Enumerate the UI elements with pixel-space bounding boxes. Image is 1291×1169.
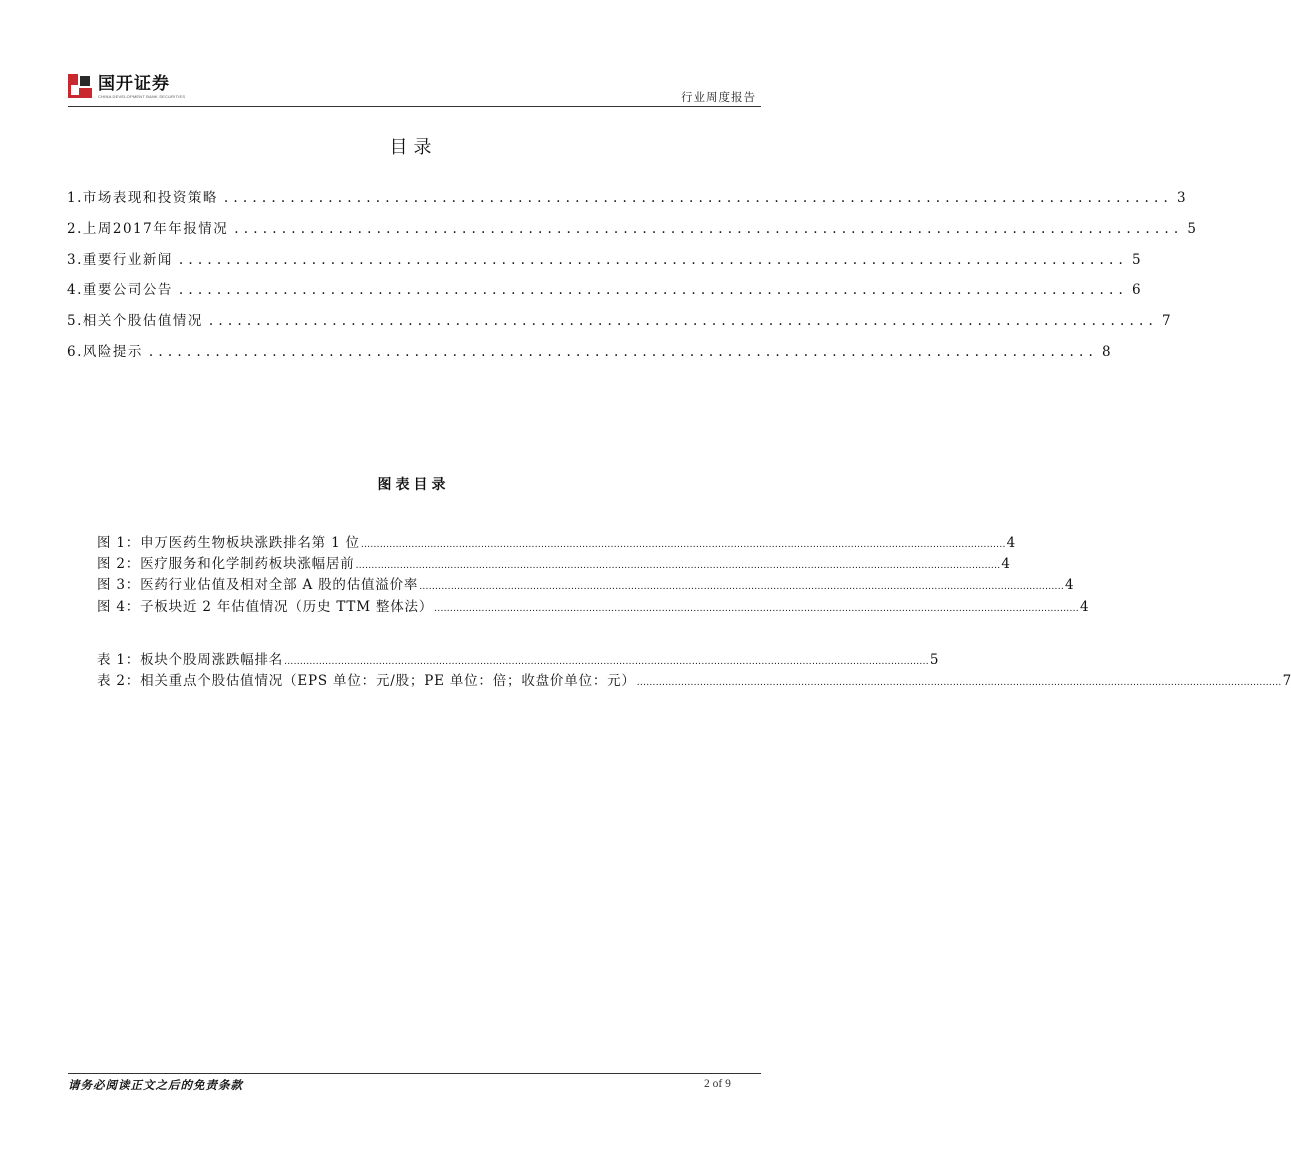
- figure-entry[interactable]: [97, 552, 1010, 573]
- disclaimer-note: 请务必阅读正文之后的免责条款: [68, 1078, 243, 1092]
- logo-mark-icon: [68, 74, 92, 98]
- brand-name-en: CHINA DEVELOPMENT BANK SECURITIES: [98, 94, 186, 99]
- figure-entry-label: 图 3：医药行业估值及相对全部 A 股的估值溢价率: [97, 577, 419, 594]
- toc-item[interactable]: [67, 248, 1141, 279]
- figure-entry-page: 4: [1006, 535, 1016, 551]
- page-number: 2 of 9: [704, 1078, 731, 1090]
- page-header: [68, 70, 760, 108]
- toc-item-label: 1.市场表现和投资策略: [67, 190, 218, 206]
- toc-item-label: 2.上周2017年年报情况: [67, 220, 229, 237]
- toc-item-page: 5: [1187, 220, 1196, 237]
- figure-entry-label: 图 4：子板块近 2 年估值情况（历史 TTM 整体法）: [97, 598, 434, 615]
- brand-name: 国开证券: [98, 74, 170, 94]
- figures-list: [97, 531, 1291, 690]
- toc-title: 目录: [389, 137, 438, 158]
- figure-entry-page: 4: [1001, 556, 1010, 573]
- table-entry-page: 5: [929, 651, 939, 668]
- toc-item-page: 7: [1162, 313, 1171, 330]
- toc-item[interactable]: [67, 340, 1111, 371]
- dot-leader: ....................................................................................................: [223, 190, 1174, 206]
- toc-item-label: 3.重要行业新闻: [67, 251, 173, 268]
- toc-item-page: 8: [1102, 343, 1111, 360]
- dot-leader: ............................................................................................................................................................................................................: [434, 603, 1079, 614]
- toc-item-page: 6: [1132, 282, 1141, 299]
- figure-entry-page: 4: [1065, 577, 1074, 594]
- figure-entry[interactable]: [97, 531, 1016, 552]
- dot-leader: ....................................................................................................: [234, 220, 1184, 237]
- dot-leader: ............................................................................................................................................................................................................: [284, 656, 929, 667]
- table-of-contents: [67, 186, 1196, 371]
- footer-divider: [68, 1073, 761, 1074]
- toc-item[interactable]: [67, 309, 1171, 340]
- figures-list-title: 图表目录: [377, 477, 450, 493]
- table-entry-page: 7: [1282, 672, 1291, 689]
- header-divider: [68, 106, 761, 107]
- dot-leader: ............................................................................................................................................................................................................: [355, 561, 1001, 572]
- toc-item[interactable]: [67, 278, 1141, 309]
- dot-leader: ....................................................................................................: [178, 282, 1129, 299]
- toc-item-label: 6.风险提示: [67, 343, 143, 360]
- company-logo: [68, 74, 185, 99]
- figure-entry[interactable]: [97, 573, 1074, 594]
- dot-leader: ....................................................................................................: [148, 343, 1099, 360]
- figure-entry-label: 图 2：医疗服务和化学制药板块涨幅居前: [97, 556, 355, 573]
- table-entry-label: 表 2：相关重点个股估值情况（EPS 单位：元/股；PE 单位：倍；收盘价单位：元）: [97, 672, 636, 689]
- toc-item[interactable]: [67, 217, 1196, 248]
- toc-item-label: 4.重要公司公告: [67, 282, 173, 299]
- toc-item-page: 3: [1177, 190, 1186, 206]
- table-entry[interactable]: [97, 648, 939, 669]
- toc-item-label: 5.相关个股估值情况: [67, 313, 203, 330]
- dot-leader: ............................................................................................................................................................................................................: [360, 540, 1006, 550]
- toc-item-page: 5: [1132, 251, 1141, 268]
- table-entry[interactable]: [97, 669, 1291, 690]
- figure-entry-label: 图 1：申万医药生物板块涨跌排名第 1 位: [97, 535, 360, 551]
- dot-leader: ............................................................................................................................................................................................................: [636, 677, 1282, 688]
- dot-leader: ....................................................................................................: [178, 251, 1129, 268]
- dot-leader: ....................................................................................................: [208, 313, 1159, 330]
- table-entry-label: 表 1：板块个股周涨跌幅排名: [97, 651, 284, 668]
- toc-item[interactable]: [67, 186, 1186, 217]
- report-type: 行业周度报告: [681, 90, 756, 104]
- figure-entry[interactable]: [97, 595, 1089, 616]
- dot-leader: ............................................................................................................................................................................................................: [419, 582, 1065, 593]
- figure-entry-page: 4: [1079, 598, 1089, 615]
